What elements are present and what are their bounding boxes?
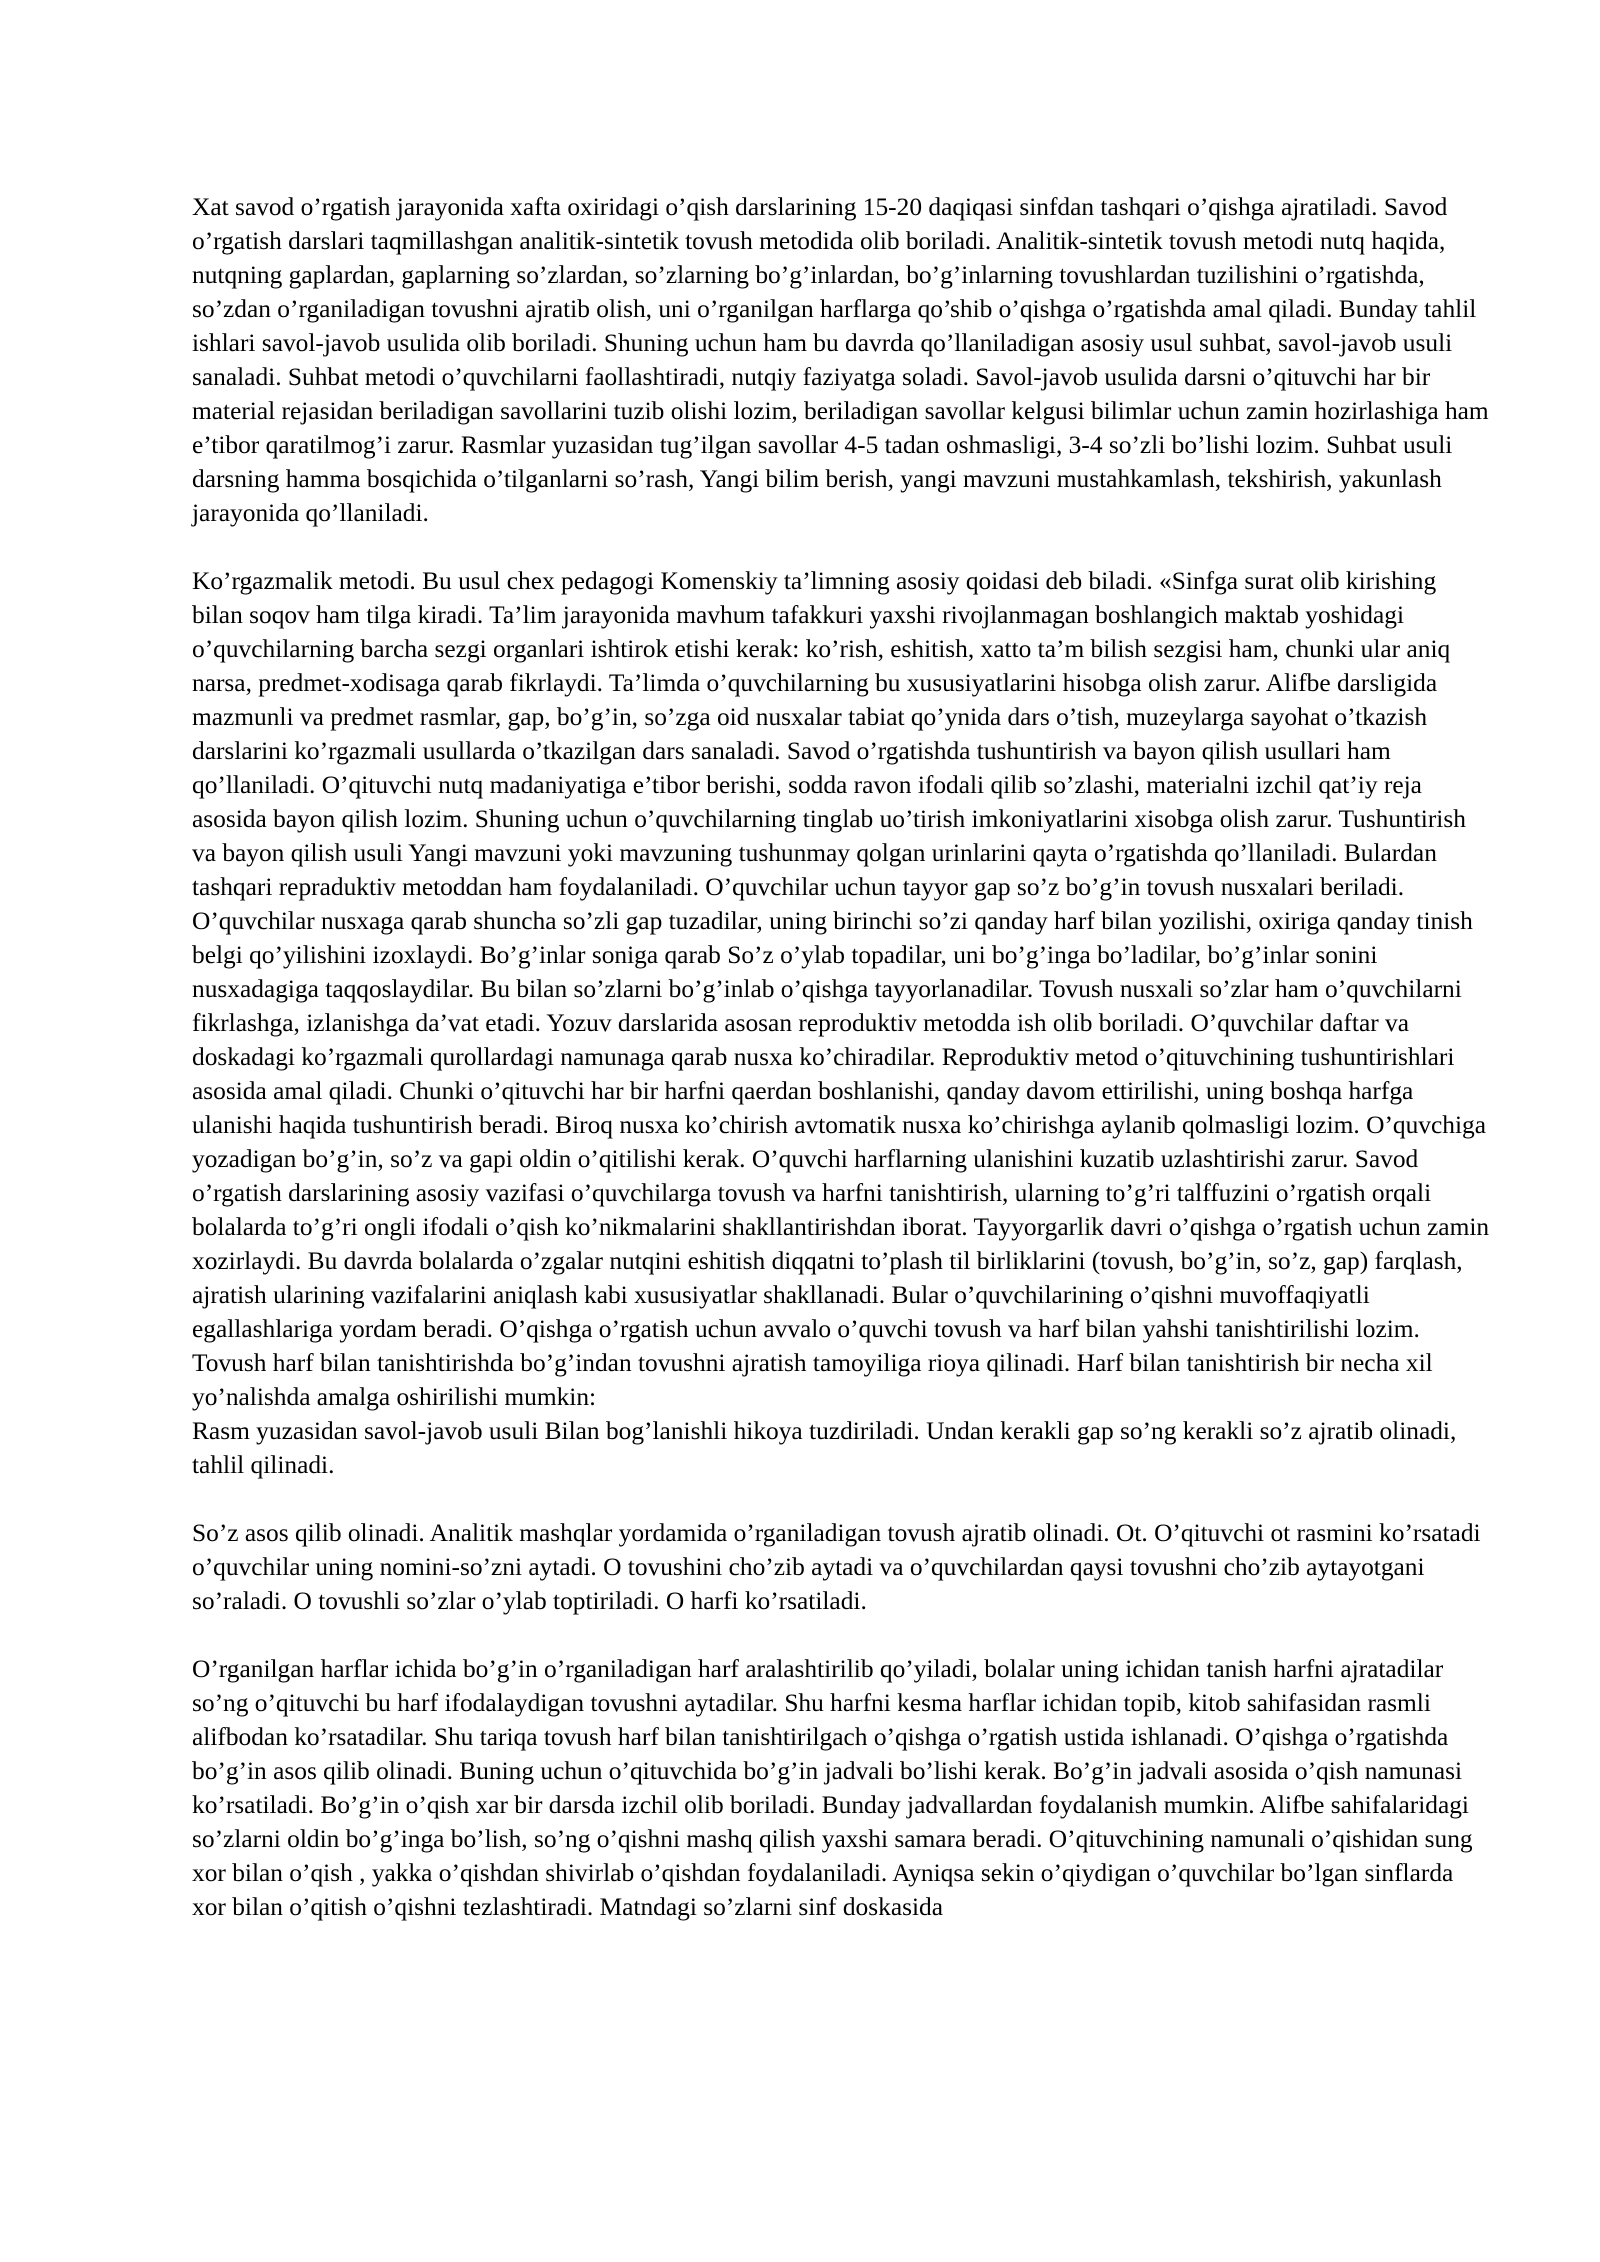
- document-page: [192, 190, 1492, 1924]
- paragraph-picture-based: Rasm yuzasidan savol-javob usuli Bilan bog’lanishli hikoya tuzdiriladi. Undan kerakli gap so’ng kerakli so’z ajratib olinadi, tahlil qilinadi.: [192, 1417, 1457, 1479]
- paragraph-visual-method: Ko’rgazmalik metodi. Bu usul chex pedagogi Komenskiy ta’limning asosiy qoidasi deb biladi. «Sinfga surat olib kirishing bilan soqov ham tilga kiradi. Ta’lim jarayonida mavhum tafakkuri yaxshi rivojlanmagan boshlangich maktab yoshidagi o’quvchilarning barcha sezgi organlari ishtirok etishi kerak: ko’rish, eshitish, xatto ta’m bilish sezgisi ham, chunki ular aniq narsa, predmet-xodisaga qarab fikrlaydi. Ta’limda o’quvchilarning bu xususiyatlarini hisobga olish zarur. Alifbe darsligida mazmunli va predmet rasmlar, gap, bo’g’in, so’zga oid nusxalar tabiat qo’ynida dars o’tish, muzeylarga sayohat o’tkazish darslarini ko’rgazmali usullarda o’tkazilgan dars sanaladi. Savod o’rgatishda tushuntirish va bayon qilish usullari ham qo’llaniladi. O’qituvchi nutq madaniyatiga e’tibor berishi, sodda ravon ifodali qilib so’zlashi, materialni izchil qat’iy reja asosida bayon qilish lozim. Shuning uchun o’quvchilarning tinglab uo’tirish imkoniyatlarini xisobga olish zarur. Tushuntirish va bayon qilish usuli Yangi mavzuni yoki mavzuning tushunmay qolgan urinlarini qayta o’rgatishda qo’llaniladi. Bulardan tashqari repraduktiv metoddan ham foydalaniladi. O’quvchilar uchun tayyor gap so’z bo’g’in tovush nusxalari beriladi. O’quvchilar nusxaga qarab shuncha so’zli gap tuzadilar, uning birinchi so’zi qanday harf bilan yozilishi, oxiriga qanday tinish belgi qo’yilishini izoxlaydi. Bo’g’inlar soniga qarab So’z o’ylab topadilar, uni bo’g’inga bo’ladilar, bo’g’inlar sonini nusxadagiga taqqoslaydilar. Bu bilan so’zlarni bo’g’inlab o’qishga tayyorlanadilar. Tovush nusxali so’zlar ham o’quvchilarni fikrlashga, izlanishga da’vat etadi. Yozuv darslarida asosan reproduktiv metodda ish olib boriladi. O’quvchilar daftar va doskadagi ko’rgazmali qurollardagi namunaga qarab nusxa ko’chiradilar. Reproduktiv metod o’qituvchining tushuntirishlari asosida amal qiladi. Chunki o’qituvchi har bir harfni qaerdan boshlanishi, qanday davom ettirilishi, uning boshqa harfga ulanishi haqida tushuntirish beradi. Biroq nusxa ko’chirish avtomatik nusxa ko’chirishga aylanib qolmasligi lozim. O’quvchiga yozadigan bo’g’in, so’z va gapi oldin o’qitilishi kerak. O’quvchi harflarning ulanishini kuzatib uzlashtirishi zarur. Savod o’rgatish darslarining asosiy vazifasi o’quvchilarga tovush va harfni tanishtirish, ularning to’g’ri talffuzini o’rgatish orqali bolalarda to’g’ri ongli ifodali o’qish ko’nikmalarini shakllantirishdan iborat. Tayyorgarlik davri o’qishga o’rgatish uchun zamin xozirlaydi. Bu davrda bolalarda o’zgalar nutqini eshitish diqqatni to’plash til birliklarini (tovush, bo’g’in, so’z, gap) farqlash, ajratish ularining vazifalarini aniqlash kabi xususiyatlar shakllanadi. Bular o’quvchilarining o’qishni muvoffaqiyatli egallashlariga yordam beradi. O’qishga o’rgatish uchun avvalo o’quvchi tovush va harf bilan yahshi tanishtirilishi lozim. Tovush harf bilan tanishtirishda bo’g’indan tovushni ajratish tamoyiliga rioya qilinadi. Harf bilan tanishtirish bir necha xil yo’nalishda amalga oshirilishi mumkin:: [192, 567, 1490, 1411]
- paragraph-spacer: [192, 530, 1492, 564]
- paragraph-spacer: [192, 1482, 1492, 1516]
- paragraph-intro: Xat savod o’rgatish jarayonida xafta oxiridagi o’qish darslarining 15-20 daqiqasi sinfdan tashqari o’qishga ajratiladi. Savod o’rgatish darslari taqmillashgan analitik-sintetik tovush metodida olib boriladi. Analitik-sintetik tovush metodi nutq haqida, nutqning gaplardan, gaplarning so’zlardan, so’zlarning bo’g’inlardan, bo’g’inlarning tovushlardan tuzilishini o’rgatishda, so’zdan o’rganiladigan tovushni ajratib olish, uni o’rganilgan harflarga qo’shib o’qishga o’rgatishda amal qiladi. Bunday tahlil ishlari savol-javob usulida olib boriladi. Shuning uchun ham bu davrda qo’llaniladigan asosiy usul suhbat, savol-javob usuli sanaladi. Suhbat metodi o’quvchilarni faollashtiradi, nutqiy faziyatga soladi. Savol-javob usulida darsni o’qituvchi har bir material rejasidan beriladigan savollarini tuzib olishi lozim, beriladigan savollar kelgusi bilimlar uchun zamin hozirlashiga ham e’tibor qaratilmog’i zarur. Rasmlar yuzasidan tug’ilgan savollar 4-5 tadan oshmasligi, 3-4 so’zli bo’lishi lozim. Suhbat usuli darsning hamma bosqichida o’tilganlarni so’rash, Yangi bilim berish, yangi mavzuni mustahkamlash, tekshirish, yakunlash jarayonida qo’llaniladi.: [192, 193, 1489, 527]
- paragraph-syllable-reading: O’rganilgan harflar ichida bo’g’in o’rganiladigan harf aralashtirilib qo’yiladi, bolalar uning ichidan tanish harfni ajratadilar so’ng o’qituvchi bu harf ifodalaydigan tovushni aytadilar. Shu harfni kesma harflar ichidan topib, kitob sahifasidan rasmli alifbodan ko’rsatadilar. Shu tariqa tovush harf bilan tanishtirilgach o’qishga o’rgatish ustida ishlanadi. O’qishga o’rgatishda bo’g’in asos qilib olinadi. Buning uchun o’qituvchida bo’g’in jadvali bo’lishi kerak. Bo’g’in jadvali asosida o’qish namunasi ko’rsatiladi. Bo’g’in o’qish xar bir darsda izchil olib boriladi. Bunday jadvallardan foydalanish mumkin. Alifbe sahifalaridagi so’zlarni oldin bo’g’inga bo’lish, so’ng o’qishni mashq qilish yaxshi samara beradi. O’qituvchining namunali o’qishidan sung xor bilan o’qish , yakka o’qishdan shivirlab o’qishdan foydalaniladi. Ayniqsa sekin o’qiydigan o’quvchilar bo’lgan sinflarda xor bilan o’qitish o’qishni tezlashtiradi. Matndagi so’zlarni sinf doskasida: [192, 1655, 1473, 1921]
- paragraph-spacer: [192, 1618, 1492, 1652]
- paragraph-word-based: So’z asos qilib olinadi. Analitik mashqlar yordamida o’rganiladigan tovush ajratib olinadi. Ot. O’qituvchi ot rasmini ko’rsatadi o’quvchilar uning nomini-so’zni aytadi. O tovushini cho’zib aytadi va o’quvchilardan qaysi tovushni cho’zib aytayotgani so’raladi. O tovushli so’zlar o’ylab toptiriladi. O harfi ko’rsatiladi.: [192, 1519, 1481, 1615]
